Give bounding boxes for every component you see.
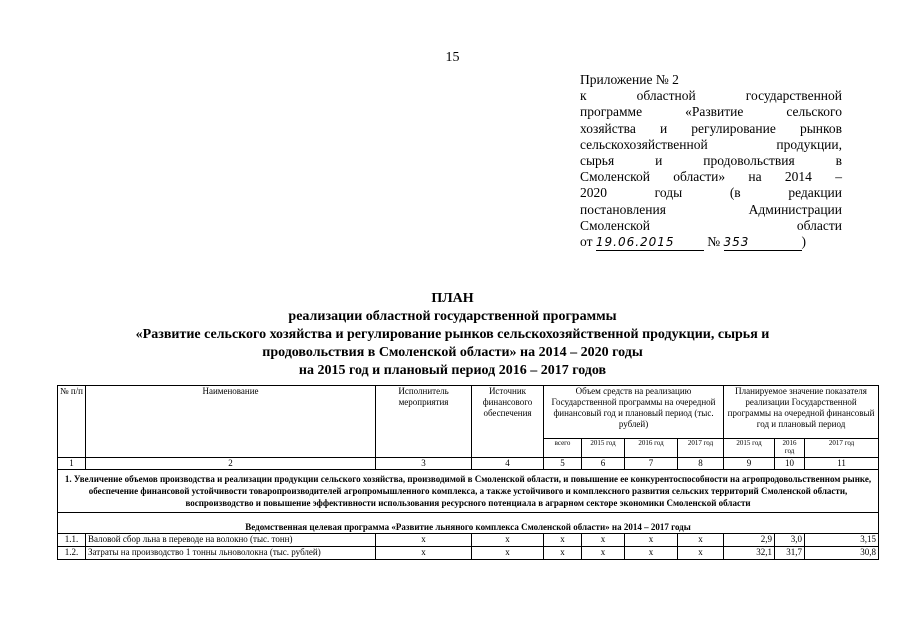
decree-number-label: № — [707, 233, 721, 249]
column-number: 11 — [805, 458, 879, 470]
header-executor: Исполнитель мероприятия — [376, 386, 472, 458]
row-name: Валовой сбор льна в переводе на волокно (тыс. тонн) — [86, 534, 376, 547]
row-fund-2015: x — [582, 547, 625, 560]
row-num: 1.1. — [58, 534, 86, 547]
header-fund-2017: 2017 год — [678, 439, 724, 458]
appendix-line: программе «Развитие сельского — [580, 104, 842, 120]
row-ind-2016: 3,0 — [775, 534, 805, 547]
column-number: 8 — [678, 458, 724, 470]
column-number: 1 — [58, 458, 86, 470]
plan-title-line: «Развитие сельского хозяйства и регулирование рынков сельскохозяйственной продукции, сырья и — [135, 327, 770, 342]
header-fund-2016: 2016 год — [625, 439, 678, 458]
goal-row — [58, 470, 879, 513]
appendix-line: хозяйства и регулирование рынков — [580, 120, 842, 136]
appendix-line: сельскохозяйственной продукции, — [580, 136, 842, 152]
header-indicator: Планируемое значение показателя реализации Государственной программы на очередной финансовый год и плановый период — [724, 386, 879, 439]
appendix-line: к областной государственной — [580, 88, 842, 104]
row-name: Затраты на производство 1 тонны льноволокна (тыс. рублей) — [86, 547, 376, 560]
decree-closing: ) — [801, 233, 806, 249]
header-funding: Объем средств на реализацию Государственной программы на очередной финансовый год и плановый период (тыс. рублей) — [544, 386, 724, 439]
header-ind-2015: 2015 год — [724, 439, 775, 458]
row-ind-2015: 32,1 — [724, 547, 775, 560]
decree-prefix: от — [580, 233, 593, 249]
column-number: 10 — [775, 458, 805, 470]
column-numbers-row — [58, 458, 879, 470]
column-number: 5 — [544, 458, 582, 470]
row-fund-2016: x — [625, 547, 678, 560]
column-number: 6 — [582, 458, 625, 470]
appendix-line: Смоленской области — [580, 217, 842, 233]
header-num: № п/п — [58, 386, 86, 458]
appendix-block — [580, 72, 842, 250]
appendix-line: Приложение № 2 — [580, 72, 679, 87]
header-name: Наименование — [86, 386, 376, 458]
row-fund-2016: x — [625, 534, 678, 547]
header-ind-2017: 2017 год — [805, 439, 879, 458]
row-ind-2017: 30,8 — [805, 547, 879, 560]
row-fund-2015: x — [582, 534, 625, 547]
appendix-line: постановления Администрации — [580, 201, 842, 217]
plan-title-line: продовольствия в Смоленской области» на 2014 – 2020 годы — [262, 345, 643, 360]
table-row — [58, 547, 879, 560]
column-number: 4 — [472, 458, 544, 470]
header-ind-2016: 2016 год — [775, 439, 805, 458]
page-number: 15 — [445, 50, 460, 65]
table-row — [58, 534, 879, 547]
appendix-line: Смоленской области» на 2014 – — [580, 169, 842, 185]
row-total: x — [544, 534, 582, 547]
row-num: 1.2. — [58, 547, 86, 560]
subprogram-row — [58, 513, 879, 534]
column-number: 3 — [376, 458, 472, 470]
plan-table — [57, 385, 879, 560]
row-fund-2017: x — [678, 547, 724, 560]
plan-title-line: ПЛАН — [431, 291, 474, 306]
row-total: x — [544, 547, 582, 560]
goal-text: 1. Увеличение объемов производства и реализации продукции сельского хозяйства, производимой в Смоленской области, и повышение ее конкурентоспособности на агропродовольственном рынке, обеспечение финансовой устойчивости товаропроизводителей агропромышленного комплекса, а также устойчивого и комплексного развития сельских территорий Смоленской области, воспроизводство и повышение эффективности использования ресурсного потенциала в аграрном секторе экономики Смоленской области — [58, 470, 879, 513]
subprogram-title: Ведомственная целевая программа «Развитие льняного комплекса Смоленской области» на 2014 – 2017 годы — [58, 513, 879, 534]
row-ind-2016: 31,7 — [775, 547, 805, 560]
column-number: 7 — [625, 458, 678, 470]
appendix-decree-line — [580, 234, 842, 250]
plan-title — [0, 290, 905, 380]
appendix-line: 2020 годы (в редакции — [580, 185, 842, 201]
header-fund-2015: 2015 год — [582, 439, 625, 458]
header-source: Источник финансового обеспечения — [472, 386, 544, 458]
row-ind-2015: 2,9 — [724, 534, 775, 547]
column-number: 9 — [724, 458, 775, 470]
appendix-line: сырья и продовольствия в — [580, 152, 842, 168]
plan-title-line: на 2015 год и плановый период 2016 – 2017 годов — [298, 363, 607, 378]
decree-date: 19.06.2015 — [596, 234, 704, 251]
row-executor: x — [376, 534, 472, 547]
row-fund-2017: x — [678, 534, 724, 547]
table-header-row — [58, 386, 879, 439]
plan-title-line: реализации областной государственной программы — [288, 309, 617, 324]
row-executor: x — [376, 547, 472, 560]
column-number: 2 — [86, 458, 376, 470]
row-source: x — [472, 534, 544, 547]
row-ind-2017: 3,15 — [805, 534, 879, 547]
header-total: всего — [544, 439, 582, 458]
decree-number: 353 — [724, 234, 802, 251]
row-source: x — [472, 547, 544, 560]
